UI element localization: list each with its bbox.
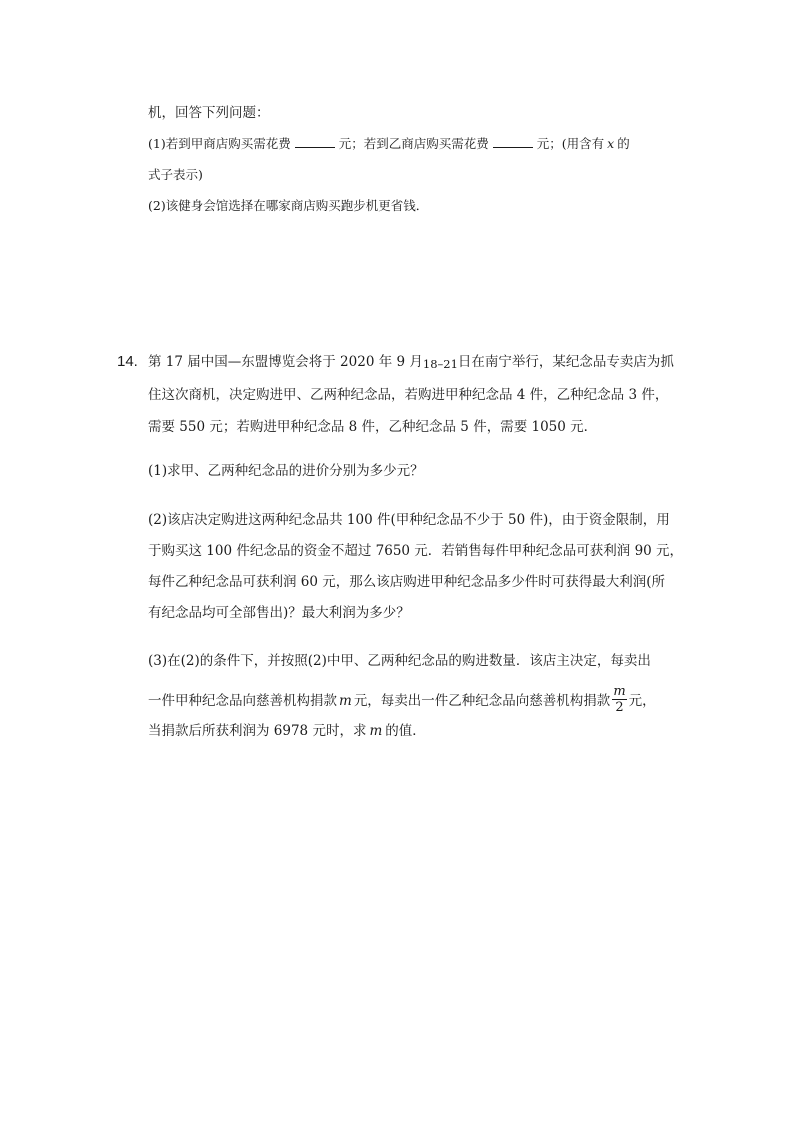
fraction-m-over-2	[612, 684, 626, 715]
prev-question-intro-text: 机，回答下列问题：	[148, 105, 270, 121]
variable-x: x	[607, 136, 615, 151]
q14-part3-text-1: (3)在(2)的条件下，并按照(2)中甲、乙两种纪念品的购进数量．该店主决定，每卖出	[148, 653, 651, 669]
q14-part2-line2	[148, 542, 683, 560]
q14-part3-line2	[148, 686, 656, 717]
q14-part2-line3	[148, 573, 665, 591]
q14-line1-c: 日在南宁举行，某纪念品专卖店为抓	[457, 354, 674, 370]
q14-line1-dash: —	[227, 354, 242, 370]
part1-text-c: 元；(用含有	[536, 136, 605, 151]
q14-line3	[148, 418, 597, 436]
variable-m-2: m	[369, 723, 383, 739]
fraction-denominator: 2	[615, 700, 624, 715]
part1-text-a: (1)若到甲商店购买需花费	[148, 136, 291, 151]
variable-m: m	[339, 693, 352, 709]
prev-question-intro	[148, 104, 270, 122]
q14-line1-a: 第 17 届中国	[148, 354, 228, 370]
question-number: 14.	[117, 353, 138, 370]
q14-part3-text-2a: 一件甲种纪念品向慈善机构捐款	[148, 693, 337, 709]
q14-part1	[148, 462, 424, 480]
prev-question-part1	[148, 135, 630, 153]
q14-line2-text: 住这次商机，决定购进甲、乙两种纪念品，若购进甲种纪念品 4 件，乙种纪念品 3 件，	[148, 387, 669, 403]
q14-part1-text: (1)求甲、乙两种纪念品的进价分别为多少元？	[148, 463, 424, 479]
q14-part3-text-3a: 当捐款后所获利润为 6978 元时，求	[148, 723, 367, 739]
q14-date-range: 18–21	[422, 357, 458, 371]
q14-part3-text-2c: 元，	[628, 693, 656, 709]
q14-part2-text-2: 于购买这 100 件纪念品的资金不超过 7650 元．若销售每件甲种纪念品可获利润 90 元，	[148, 543, 684, 559]
q14-part3-text-2b: 元，每卖出一件乙种纪念品向慈善机构捐款	[353, 693, 611, 709]
part1-text-line2: 式子表示)	[148, 167, 203, 182]
q14-part2-text-3: 每件乙种纪念品可获利润 60 元，那么该店购进甲种纪念品多少件时可获得最大利润(所	[148, 574, 666, 590]
q14-part2-text-4: 有纪念品均可全部售出)？最大利润为多少？	[148, 605, 410, 621]
q14-part2-line1	[148, 511, 670, 529]
part2-text: (2)该健身会馆选择在哪家商店购买跑步机更省钱．	[148, 198, 429, 213]
q14-line1	[148, 353, 674, 371]
q14-part3-line3	[148, 722, 426, 740]
part1-text-b: 元；若到乙商店购买需花费	[338, 136, 489, 151]
answer-blank-1	[295, 135, 335, 148]
q14-line1-b: 东盟博览会将于 2020 年 9 月	[241, 354, 423, 370]
answer-blank-2	[493, 135, 533, 148]
part1-text-d: 的	[617, 136, 630, 151]
fraction-numerator: m	[613, 684, 626, 699]
q14-part3-text-3b: 的值．	[385, 723, 426, 739]
q14-line2	[148, 386, 668, 404]
q14-part2-text-1: (2)该店决定购进这两种纪念品共 100 件(甲种纪念品不少于 50 件)，由于资金限制，用	[148, 512, 670, 528]
q14-part2-line4	[148, 604, 410, 622]
prev-question-part2	[148, 197, 428, 215]
q14-line3-text: 需要 550 元；若购进甲种纪念品 8 件，乙种纪念品 5 件，需要 1050 元．	[148, 419, 598, 435]
prev-question-part1-cont	[148, 166, 203, 184]
q14-part3-line1	[148, 652, 651, 670]
